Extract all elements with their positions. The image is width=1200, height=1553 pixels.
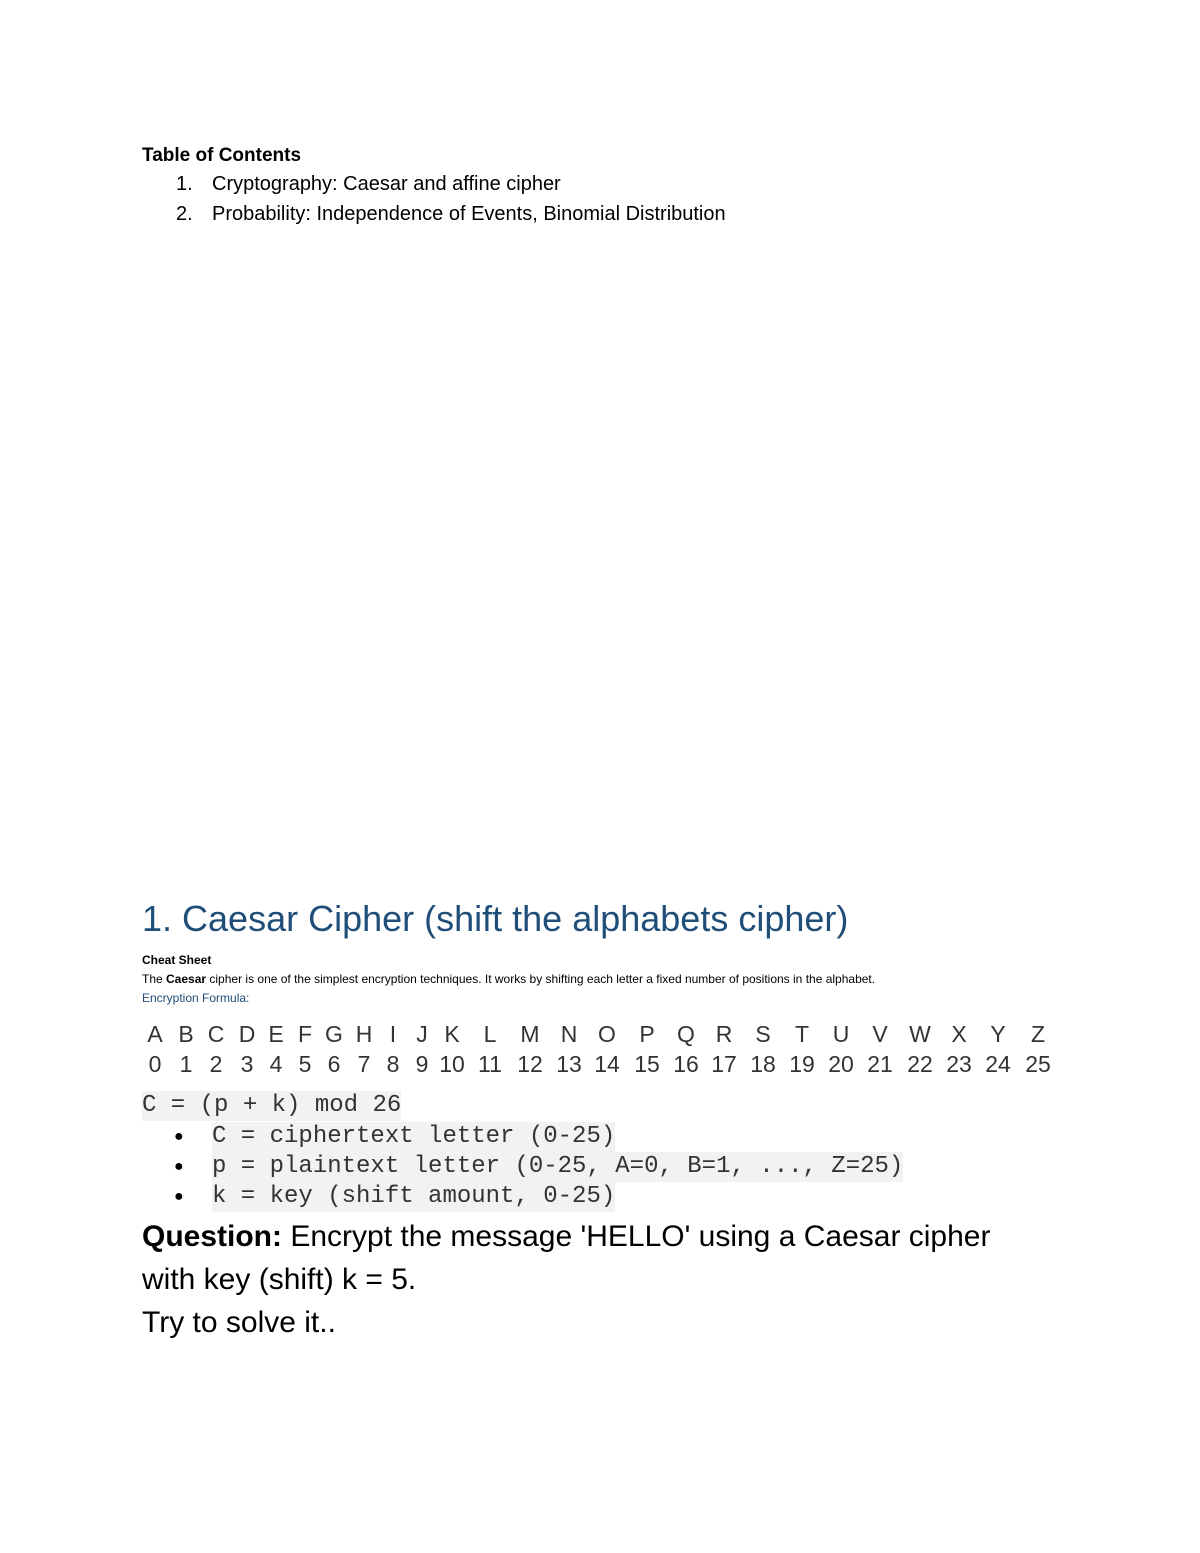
number-21: 21	[867, 1051, 893, 1077]
formula-bullet-p: p = plaintext letter (0-25, A=0, B=1, ..., Z=25)	[212, 1153, 904, 1180]
number-13: 13	[556, 1051, 582, 1077]
letter-V: V	[872, 1021, 888, 1047]
number-9: 9	[415, 1051, 429, 1077]
letter-I: I	[389, 1021, 397, 1047]
number-4: 4	[269, 1051, 283, 1077]
letter-H: H	[355, 1021, 373, 1047]
description-bold-term: Caesar	[166, 972, 207, 986]
question-line-1	[142, 1216, 990, 1258]
number-14: 14	[594, 1051, 620, 1077]
letter-R: R	[715, 1021, 733, 1047]
number-10: 10	[439, 1051, 465, 1077]
toc-item-number: 2.	[176, 203, 193, 225]
letter-J: J	[416, 1021, 428, 1047]
letter-A: A	[147, 1021, 163, 1047]
cheat-sheet-title: Cheat Sheet	[142, 953, 212, 967]
number-8: 8	[386, 1051, 400, 1077]
question-line-2: with key (shift) k = 5.	[142, 1263, 417, 1296]
toc-item-number: 1.	[176, 173, 193, 195]
letter-E: E	[268, 1021, 284, 1047]
letter-S: S	[755, 1021, 771, 1047]
bullet-dot: ●	[174, 1158, 184, 1175]
letter-B: B	[178, 1021, 194, 1047]
number-1: 1	[179, 1051, 193, 1077]
number-16: 16	[673, 1051, 699, 1077]
letter-L: L	[483, 1021, 497, 1047]
question-text: Encrypt the message 'HELLO' using a Caesar cipher	[282, 1220, 991, 1253]
caesar-formula: C = (p + k) mod 26	[142, 1092, 402, 1119]
number-15: 15	[634, 1051, 660, 1077]
number-25: 25	[1025, 1051, 1051, 1077]
letter-F: F	[297, 1021, 313, 1047]
number-11: 11	[478, 1051, 502, 1077]
number-5: 5	[298, 1051, 312, 1077]
letter-K: K	[444, 1021, 460, 1047]
letter-X: X	[951, 1021, 967, 1047]
number-18: 18	[750, 1051, 776, 1077]
letter-O: O	[598, 1021, 616, 1047]
toc-title: Table of Contents	[142, 145, 302, 166]
number-23: 23	[946, 1051, 972, 1077]
section-heading: 1. Caesar Cipher (shift the alphabets cipher)	[142, 898, 849, 939]
encryption-formula-label: Encryption Formula:	[142, 991, 250, 1005]
letter-Z: Z	[1030, 1021, 1046, 1047]
letter-U: U	[832, 1021, 850, 1047]
bullet-dot: ●	[174, 1128, 184, 1145]
number-17: 17	[711, 1051, 737, 1077]
bullet-dot: ●	[174, 1188, 184, 1205]
letter-W: W	[909, 1021, 931, 1047]
letter-G: G	[325, 1021, 343, 1047]
cheat-sheet-description	[142, 971, 875, 987]
number-2: 2	[209, 1051, 223, 1077]
number-6: 6	[327, 1051, 341, 1077]
number-24: 24	[985, 1051, 1011, 1077]
try-to-solve-text: Try to solve it..	[142, 1306, 336, 1339]
letter-N: N	[560, 1021, 578, 1047]
formula-bullet-c: C = ciphertext letter (0-25)	[212, 1123, 616, 1150]
toc-item-cryptography: Cryptography: Caesar and affine cipher	[212, 173, 561, 195]
number-20: 20	[828, 1051, 854, 1077]
letter-M: M	[520, 1021, 540, 1047]
description-text: cipher is one of the simplest encryption techniques. It works by shifting each letter a fixed number of positions in the alphabet.	[206, 972, 876, 986]
letter-P: P	[639, 1021, 655, 1047]
letter-Q: Q	[677, 1021, 695, 1047]
letter-Y: Y	[990, 1021, 1006, 1047]
number-3: 3	[240, 1051, 254, 1077]
toc-item-probability: Probability: Independence of Events, Binomial Distribution	[212, 203, 726, 225]
description-text: The	[142, 972, 167, 986]
number-0: 0	[148, 1051, 162, 1077]
letter-C: C	[207, 1021, 225, 1047]
number-22: 22	[907, 1051, 933, 1077]
question-label: Question:	[142, 1220, 282, 1253]
formula-bullet-k: k = key (shift amount, 0-25)	[212, 1183, 616, 1210]
number-12: 12	[517, 1051, 543, 1077]
letter-D: D	[238, 1021, 256, 1047]
letter-T: T	[794, 1021, 810, 1047]
number-7: 7	[357, 1051, 371, 1077]
number-19: 19	[789, 1051, 815, 1077]
